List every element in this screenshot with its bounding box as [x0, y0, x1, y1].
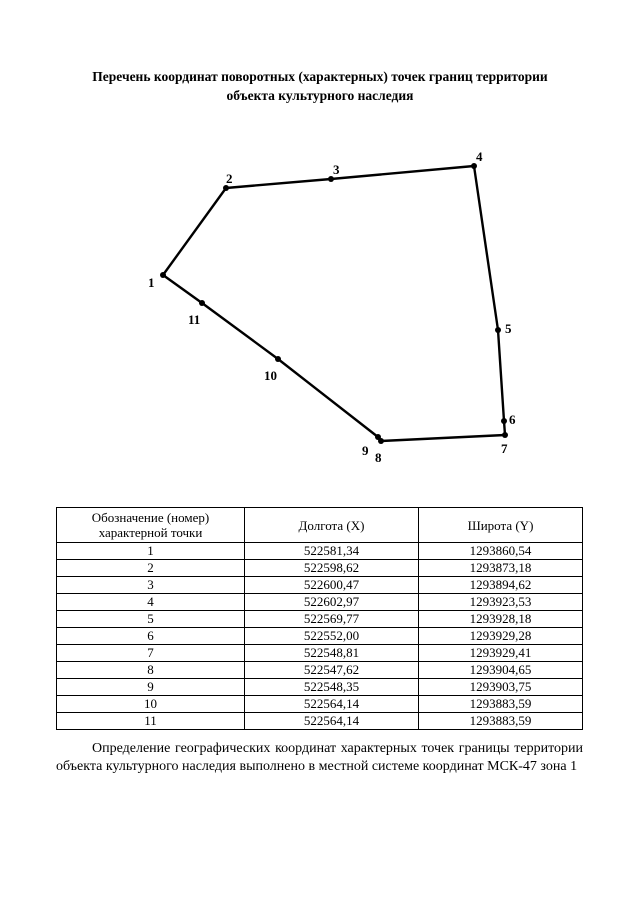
table-row [57, 611, 583, 628]
table-row [57, 713, 583, 730]
boundary-point [375, 434, 381, 440]
latitude-cell: 1293860,54 [419, 543, 583, 560]
latitude-cell: 1293883,59 [419, 713, 583, 730]
longitude-cell: 522547,62 [245, 662, 419, 679]
longitude-cell: 522602,97 [245, 594, 419, 611]
table-body [57, 543, 583, 730]
point-number-cell: 6 [57, 628, 245, 645]
table-row [57, 679, 583, 696]
title-line-2: объекта культурного наследия [226, 88, 414, 103]
longitude-cell: 522564,14 [245, 696, 419, 713]
point-number-cell: 2 [57, 560, 245, 577]
boundary-point-label: 2 [226, 171, 233, 186]
boundary-point-label: 3 [333, 162, 340, 177]
boundary-line [163, 166, 505, 441]
header-longitude: Долгота (X) [245, 508, 419, 543]
boundary-point [275, 356, 281, 362]
table-row [57, 594, 583, 611]
point-number-cell: 5 [57, 611, 245, 628]
longitude-cell: 522564,14 [245, 713, 419, 730]
table-row [57, 662, 583, 679]
latitude-cell: 1293873,18 [419, 560, 583, 577]
coordinate-system-note: Определение географических координат характерных точек границы территории объекта культурного наследия выполнено в местной системе координат МСК-47 зона 1 [56, 741, 583, 774]
boundary-point [501, 418, 507, 424]
latitude-cell: 1293929,28 [419, 628, 583, 645]
boundary-point-label: 9 [362, 443, 369, 458]
boundary-point-label: 10 [264, 368, 277, 383]
point-number-cell: 10 [57, 696, 245, 713]
longitude-cell: 522598,62 [245, 560, 419, 577]
table-row [57, 560, 583, 577]
point-number-cell: 3 [57, 577, 245, 594]
table-row [57, 696, 583, 713]
point-number-cell: 7 [57, 645, 245, 662]
boundary-point-label: 4 [476, 149, 483, 164]
table-row [57, 543, 583, 560]
longitude-cell: 522581,34 [245, 543, 419, 560]
point-number-cell: 9 [57, 679, 245, 696]
latitude-cell: 1293894,62 [419, 577, 583, 594]
table-row [57, 628, 583, 645]
coordinates-table [56, 507, 583, 730]
longitude-cell: 522548,35 [245, 679, 419, 696]
table-header-row [57, 508, 583, 543]
header-point-number: Обозначение (номер) характерной точки [57, 508, 245, 543]
boundary-point-label: 11 [188, 312, 201, 327]
latitude-cell: 1293883,59 [419, 696, 583, 713]
longitude-cell: 522600,47 [245, 577, 419, 594]
longitude-cell: 522552,00 [245, 628, 419, 645]
latitude-cell: 1293928,18 [419, 611, 583, 628]
boundary-point [502, 432, 508, 438]
longitude-cell: 522548,81 [245, 645, 419, 662]
table-row [57, 645, 583, 662]
point-number-cell: 1 [57, 543, 245, 560]
boundary-point [160, 272, 166, 278]
table-row [57, 577, 583, 594]
boundary-point [199, 300, 205, 306]
point-number-cell: 4 [57, 594, 245, 611]
latitude-cell: 1293904,65 [419, 662, 583, 679]
boundary-point [495, 327, 501, 333]
title-line-1: Перечень координат поворотных (характерных) точек границ территории [92, 69, 548, 84]
latitude-cell: 1293929,41 [419, 645, 583, 662]
latitude-cell: 1293903,75 [419, 679, 583, 696]
boundary-point-label: 5 [505, 321, 512, 336]
boundary-point-label: 1 [148, 275, 155, 290]
longitude-cell: 522569,77 [245, 611, 419, 628]
point-number-cell: 8 [57, 662, 245, 679]
boundary-point-label: 7 [501, 441, 508, 456]
point-number-cell: 11 [57, 713, 245, 730]
header-latitude: Широта (Y) [419, 508, 583, 543]
boundary-point-label: 6 [509, 412, 516, 427]
boundary-point-label: 8 [375, 450, 382, 465]
latitude-cell: 1293923,53 [419, 594, 583, 611]
